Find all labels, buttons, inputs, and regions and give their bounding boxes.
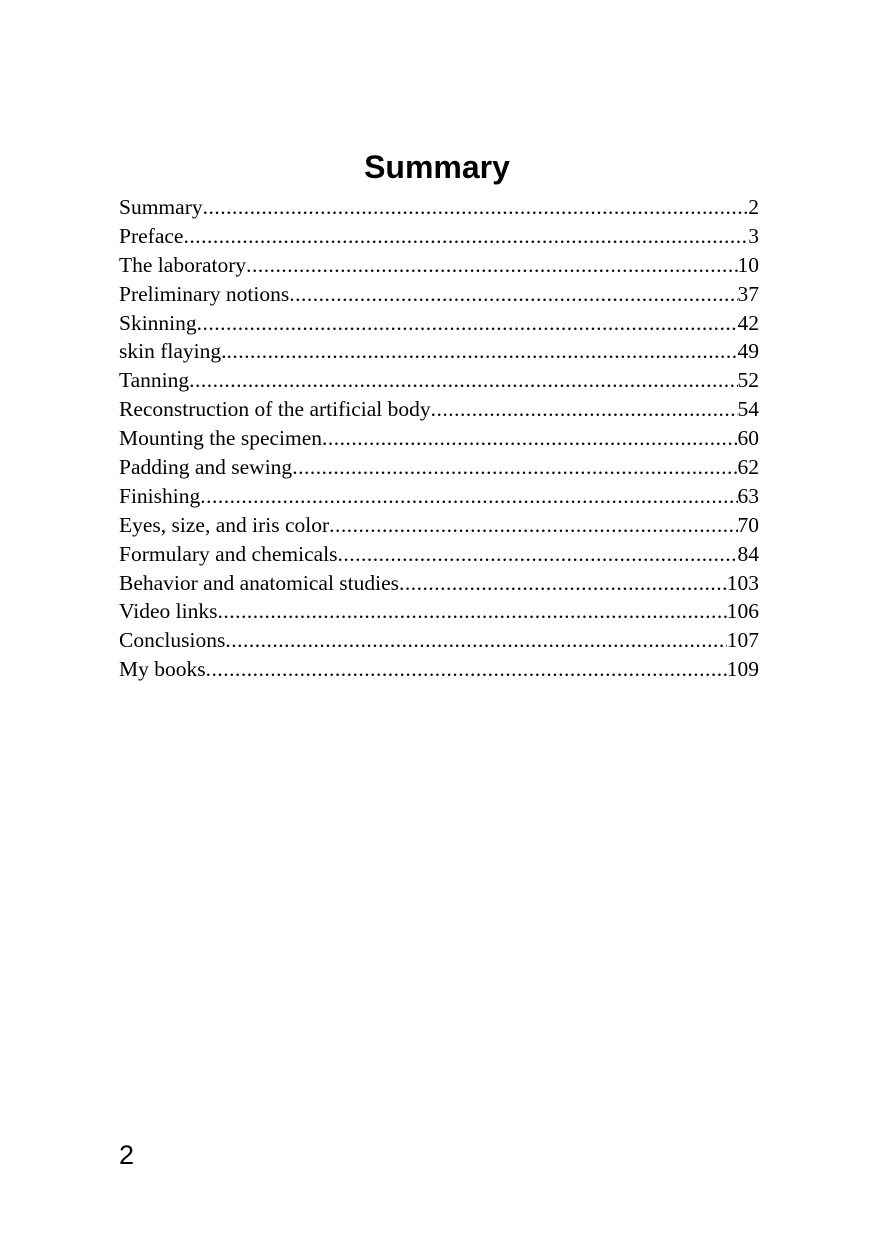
toc-entry[interactable] [119, 280, 759, 309]
toc-entry[interactable] [119, 424, 759, 453]
toc-entry-label: Video links [119, 599, 218, 624]
toc-entry[interactable] [119, 453, 759, 482]
toc-entry-label: Tanning [119, 368, 190, 393]
dot-leader [200, 482, 737, 511]
toc-entry-page: 42 [737, 310, 759, 335]
toc-entry[interactable] [119, 597, 759, 626]
dot-leader [431, 395, 738, 424]
dot-leader [322, 424, 737, 453]
toc-entry-page: 107 [726, 628, 759, 653]
toc-entry[interactable] [119, 482, 759, 511]
dot-leader [338, 540, 738, 569]
toc-entry-page: 2 [748, 195, 759, 219]
toc-entry[interactable] [119, 540, 759, 569]
dot-leader [225, 626, 726, 655]
dot-leader [289, 280, 737, 309]
toc-entry-label: Summary [119, 195, 203, 219]
toc-entry[interactable] [119, 366, 759, 395]
dot-leader [197, 309, 738, 338]
toc-entry-label: The laboratory [119, 252, 247, 277]
toc-entry-page: 54 [737, 397, 759, 422]
toc-entry-page: 49 [737, 339, 759, 364]
toc-entry-page: 103 [726, 570, 759, 595]
toc-entry-page: 63 [737, 483, 759, 508]
toc-entry[interactable] [119, 511, 759, 540]
toc-entry[interactable] [119, 251, 759, 280]
table-of-contents [119, 193, 759, 684]
toc-entry-page: 60 [737, 426, 759, 451]
toc-entry-label: skin flaying. [119, 339, 227, 364]
toc-entry[interactable] [119, 309, 759, 338]
dot-leader [329, 511, 737, 540]
toc-entry-label: My books [119, 657, 206, 682]
toc-entry[interactable] [119, 569, 759, 598]
toc-entry-label: Formulary and chemicals [119, 541, 338, 566]
toc-entry-page: 10 [737, 252, 759, 277]
dot-leader [183, 222, 748, 251]
dot-leader [227, 337, 738, 366]
toc-entry-page: 52 [737, 368, 759, 393]
toc-entry-label: Preface [119, 223, 184, 248]
toc-entry-page: 109 [726, 657, 759, 682]
toc-entry-page: 37 [737, 281, 759, 306]
page-title: Summary [364, 149, 510, 185]
dot-leader [217, 597, 726, 626]
toc-entry-page: 84 [737, 541, 759, 566]
toc-entry[interactable] [119, 655, 759, 684]
toc-entry-label: Behavior and anatomical studies [119, 570, 400, 595]
dot-leader [206, 655, 727, 684]
toc-entry[interactable] [119, 337, 759, 366]
toc-entry-label: Finishing [119, 483, 201, 508]
toc-entry-label: Eyes, size, and iris color [119, 512, 330, 537]
dot-leader [189, 366, 737, 395]
toc-entry-label: Reconstruction of the artificial body [119, 397, 431, 422]
page-number: 2 [119, 1140, 135, 1170]
dot-leader [203, 193, 749, 222]
toc-entry[interactable] [119, 395, 759, 424]
toc-entry-page: 62 [737, 455, 759, 480]
dot-leader [292, 453, 737, 482]
toc-entry-label: Padding and sewing [119, 455, 293, 480]
toc-entry[interactable] [119, 626, 759, 655]
toc-entry[interactable] [119, 222, 759, 251]
dot-leader [399, 569, 727, 598]
toc-entry-page: 3 [748, 223, 759, 248]
toc-entry-page: 70 [737, 512, 759, 537]
toc-entry[interactable] [119, 193, 759, 222]
dot-leader [246, 251, 737, 280]
toc-entry-label: Conclusions [119, 628, 226, 653]
toc-entry-page: 106 [726, 599, 759, 624]
toc-entry-label: Skinning [119, 310, 197, 335]
toc-entry-label: Preliminary notions [119, 281, 290, 306]
toc-entry-label: Mounting the specimen [119, 426, 323, 451]
